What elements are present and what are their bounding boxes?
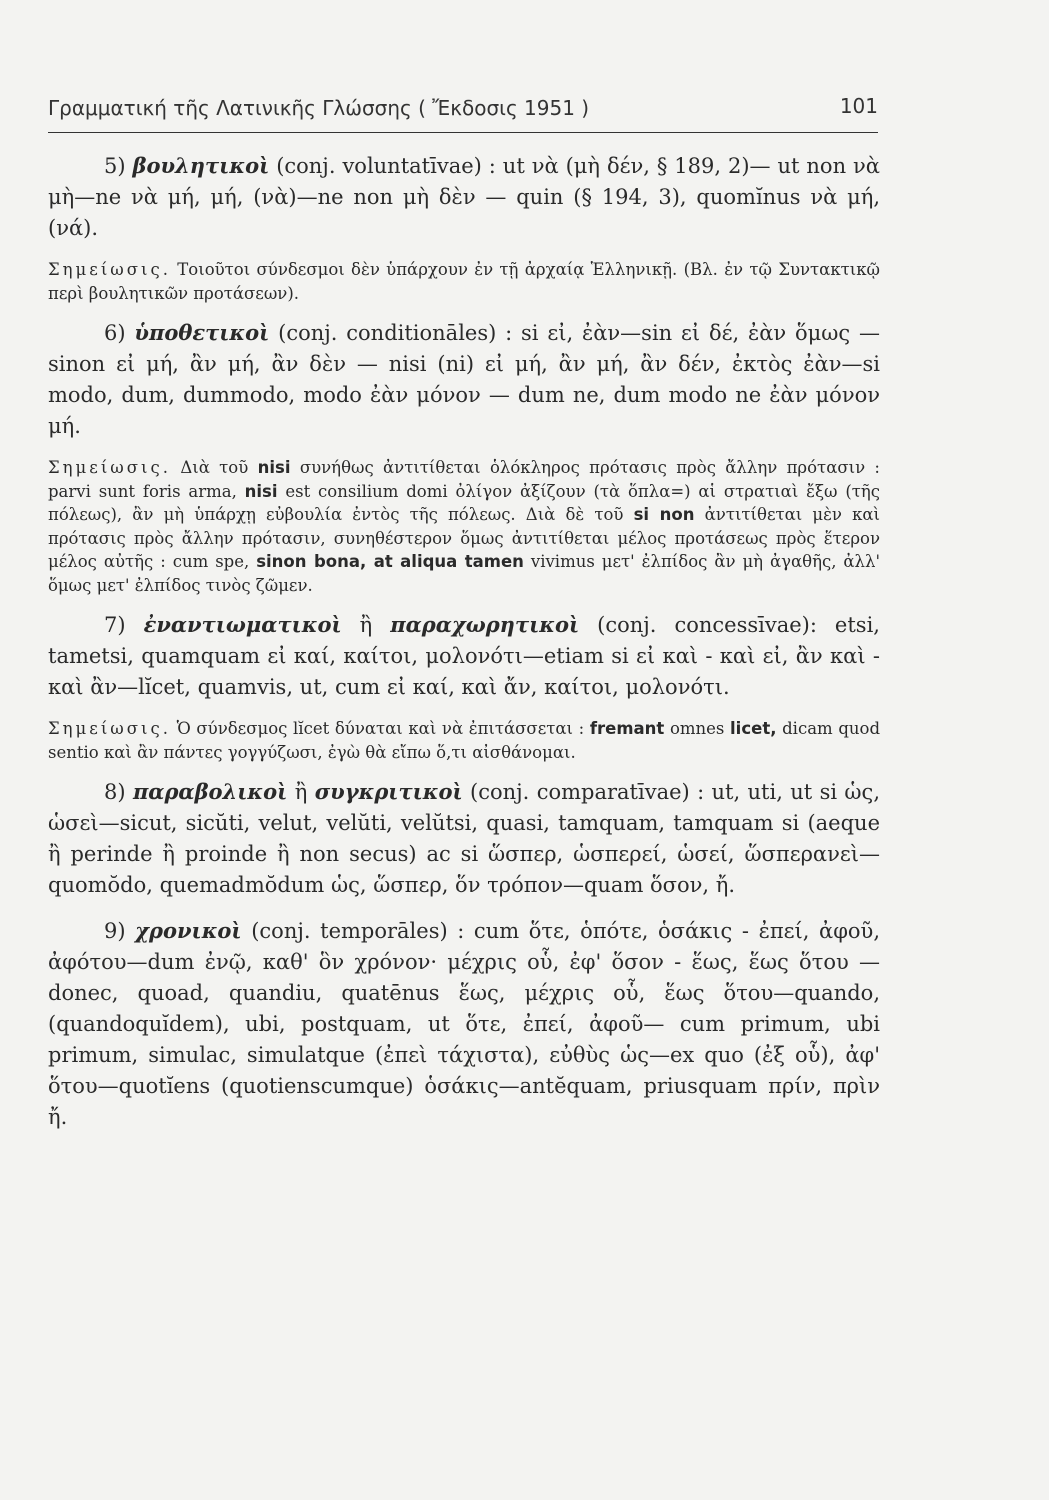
section-term: παραβολικοὶ: [132, 779, 288, 804]
latin-emphasis: nisi: [244, 481, 278, 501]
section-9-paragraph: [48, 915, 880, 1133]
section-text: (conj. voluntatīvae) : ut νὰ (μὴ δέν, § 189, 2)— ut non νὰ μὴ—ne νὰ μή, μή, (νὰ)—ne non μὴ δὲν — quin (§ 194, 3), quomĭnus νὰ μή, (νά).: [48, 154, 880, 240]
page-number: 101: [839, 94, 878, 118]
latin-emphasis: fremant: [589, 719, 665, 738]
note-text: συνήθως ἀντιτίθεται ὁλόκληρος πρότασις πρὸς ἄλλην πρότασιν : parvi sunt foris arma,: [48, 458, 880, 501]
latin-emphasis: nisi: [257, 458, 291, 477]
section-8-paragraph: [48, 776, 880, 901]
note-text: ἀντιτίθεται μὲν καὶ πρότασις πρὸς ἄλλην πρότασιν, συνηθέστερον ὅμως ἀντιτίθεται μέλος προτάσεως πρὸς ἕτερον μέλος αὐτῆς : cum spe,: [48, 505, 880, 571]
section-term-alt: συγκριτικοὶ: [314, 779, 463, 804]
section-term: ὑποθετικοὶ: [134, 320, 270, 345]
note-text: omnes: [669, 719, 725, 738]
note-6: [48, 456, 880, 597]
note-text: Διὰ τοῦ: [180, 458, 249, 477]
note-text: Τοιοῦτοι σύνδεσμοι δὲν ὑπάρχουν ἐν τῇ ἀρχαίᾳ Ἑλληνικῇ. (Βλ. ἐν τῷ Συντακτικῷ περὶ βουλητικῶν προτάσεων).: [48, 260, 880, 303]
section-connector: ἢ: [359, 613, 373, 637]
page-header: [48, 92, 878, 133]
section-text: (conj. conditionāles) : si εἰ, ἐὰν—sin εἰ δέ, ἐὰν ὅμως — sinon εἰ μή, ἂν μή, ἂν δὲν — nisi (ni) εἰ μή, ἂν μή, ἂν δέν, ἐκτὸς ἐὰν—si modo, dum, dummodo, modo ἐὰν μόνον — dum ne, dum modo ne ἐὰν μόνον μή.: [48, 321, 880, 438]
section-text: (conj. comparatīvae) : ut, uti, ut si ὡς, ὡσεὶ—sicut, sicŭti, velut, velŭti, velŭtsi, quasi, tamquam, tamquam si (aeque ἢ perinde ἢ proinde ἢ non secus) ac si ὥσπερ, ὡσπερεί, ὡσεί, ὥσπερανεὶ—quomŏdo, quemadmŏdum ὡς, ὥσπερ, ὅν τρόπον—quam ὅσον, ἤ.: [48, 780, 880, 897]
section-term-alt: παραχωρητικοὶ: [390, 612, 580, 637]
section-text: (conj. temporāles) : cum ὅτε, ὁπότε, ὁσάκις - ἐπεί, ἀφοῦ, ἀφότου—dum ἐνῷ, καθ' ὃν χρόνον· μέχρις οὗ, ἐφ' ὅσον - ἕως, ἕως ὅτου — donec, quoad, quandiu, quatēnus ἕως, μέχρις οὗ, ἕως ὅτου—quando, (quandoquĭdem), ubi, postquam, ut ὅτε, ἐπεί, ἀφοῦ— cum primum, ubi primum, simulac, simulatque (ἐπεὶ τάχιστα), εὐθὺς ὡς—ex quo (ἐξ οὗ), ἀφ' ὅτου—quotĭens (quotienscumque) ὁσάκις—antĕquam, priusquam πρίν, πρὶν ἤ.: [48, 919, 880, 1129]
section-term: βουλητικοὶ: [132, 153, 270, 178]
note-label: Σημείωσις.: [48, 260, 171, 279]
latin-emphasis: si non: [633, 505, 695, 524]
page-body: [48, 150, 880, 1147]
section-term: ἐναντιωματικοὶ: [143, 612, 342, 637]
section-number: 6): [104, 321, 126, 345]
note-text: dicam quod sentio καὶ ἂν πάντες γογγύζωσι, ἐγὼ θὰ εἴπω ὅ,τι αἰσθάνομαι.: [48, 719, 881, 762]
note-label: Σημείωσις.: [48, 719, 171, 738]
note-label: Σημείωσις.: [48, 458, 171, 477]
note-text: vivimus μετ' ἐλπίδος ἂν μὴ ἀγαθῆς, ἀλλ' ὅμως μετ' ἐλπίδος τινὸς ζῶμεν.: [48, 552, 881, 595]
section-connector: ἢ: [294, 780, 308, 804]
section-number: 8): [104, 780, 126, 804]
note-text: Ὁ σύνδεσμος lĭcet δύναται καὶ νὰ ἐπιτάσσεται :: [176, 719, 585, 738]
note-5: [48, 258, 880, 305]
running-title: Γραμματική τῆς Λατινικῆς Γλώσσης ( Ἔκδοσις 1951 ): [48, 96, 590, 120]
section-term: χρονικοὶ: [135, 918, 242, 943]
section-5-paragraph: [48, 150, 880, 244]
note-7: [48, 717, 880, 764]
note-text: est consilium domi ὀλίγον ἀξίζουν (τὰ ὅπλα=) αἱ στρατιαὶ ἔξω (τῆς πόλεως), ἂν μὴ ὑπάρχῃ εὐβουλία ἐντὸς τῆς πόλεως. Διὰ δὲ τοῦ: [48, 481, 881, 524]
section-text: (conj. concessīvae): etsi, tametsi, quamquam εἰ καί, καίτοι, μολονότι—etiam si εἰ καὶ - καὶ εἰ, ἂν καὶ - καὶ ἂν—lĭcet, quamvis, ut, cum εἰ καί, καὶ ἄν, καίτοι, μολονότι.: [48, 613, 880, 699]
section-number: 9): [104, 919, 126, 943]
latin-emphasis: licet,: [730, 719, 777, 738]
section-6-paragraph: [48, 317, 880, 442]
latin-emphasis: sinon bona, at aliqua tamen: [256, 552, 524, 571]
section-number: 7): [104, 613, 126, 637]
section-7-paragraph: [48, 609, 880, 703]
section-number: 5): [104, 154, 126, 178]
